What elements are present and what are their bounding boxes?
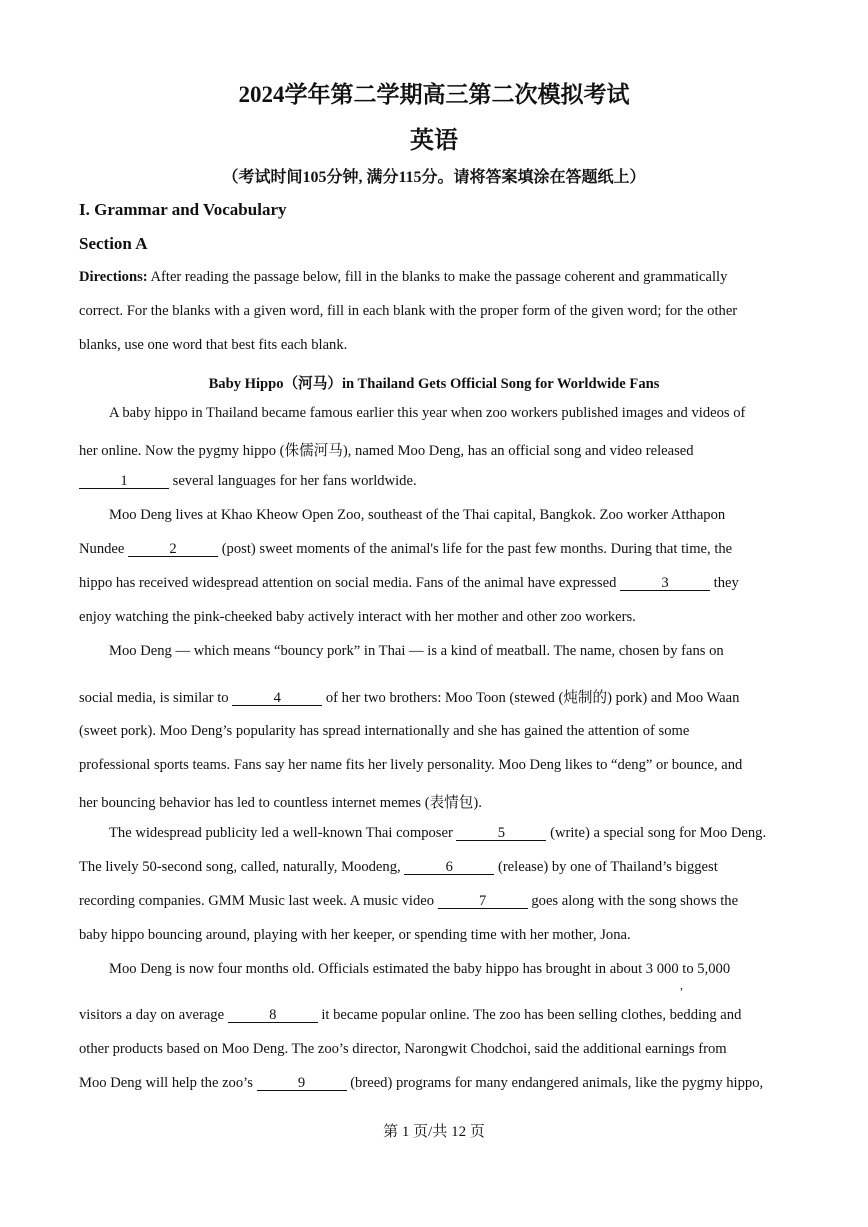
passage-line: her online. Now the pygmy hippo (侏儒河马), named Moo Deng, has an official song and video released [79,443,694,459]
passage-text: hippo has received widespread attention on social media. Fans of the animal have expressed [79,575,621,591]
passage-text: goes along with the song shows the [527,893,739,909]
passage-line [79,1007,741,1024]
passage-line [79,686,739,707]
passage-line [79,473,417,490]
directions-label: Directions: [79,269,148,285]
page-number: 第 1 页/共 12 页 [383,1124,485,1140]
passage-text: they [710,575,739,591]
blank-5[interactable]: 5 [456,826,546,841]
blank-1[interactable]: 1 [79,474,169,489]
passage-text: visitors a day on average [79,1007,228,1023]
passage-line: A baby hippo in Thailand became famous earlier this year when zoo workers published images and videos of [109,405,746,421]
directions-line [79,269,727,286]
passage-line: Moo Deng is now four months old. Officials estimated the baby hippo has brought in about 3 000 to 5,000 [109,961,731,977]
passage-text: Nundee [79,541,129,557]
passage-line: professional sports teams. Fans say her name fits her lively personality. Moo Deng likes to “deng” or bounce, and [79,757,743,773]
passage-line [79,1075,763,1092]
blank-7[interactable]: 7 [438,894,528,909]
passage-text: it became popular online. The zoo has been selling clothes, bedding and [317,1007,742,1023]
blank-6[interactable]: 6 [404,860,494,875]
passage-line: (sweet pork). Moo Deng’s popularity has spread internationally and she has gained the attention of some [79,723,690,739]
passage-line: other products based on Moo Deng. The zoo’s director, Narongwit Chodchoi, said the additional earnings from [79,1041,727,1057]
section-heading: Section A [79,234,148,253]
passage-line [79,541,732,558]
passage-text: The widespread publicity led a well-known Thai composer [109,825,457,841]
passage-text: (breed) programs for many endangered animals, like the pygmy hippo, [346,1075,764,1091]
passage-line [109,825,766,842]
blank-4[interactable]: 4 [232,691,322,706]
passage-text: Moo Deng will help the zoo’s [79,1075,257,1091]
passage-text: recording companies. GMM Music last week. A music video [79,893,438,909]
passage-text: of her two brothers: Moo Toon (stewed (炖制的) pork) and Moo Waan [322,690,740,706]
passage-line [79,859,718,876]
blank-3[interactable]: 3 [620,576,710,591]
part-heading: I. Grammar and Vocabulary [79,200,287,219]
passage-text: social media, is similar to [79,690,233,706]
passage-line: baby hippo bouncing around, playing with her keeper, or spending time with her mother, Jona. [79,927,631,943]
directions-text: After reading the passage below, fill in the blanks to make the passage coherent and grammatically [150,269,728,285]
passage-line: her bouncing behavior has led to countless internet memes (表情包). [79,795,482,811]
passage-title: Baby Hippo（河马）in Thailand Gets Official Song for Worldwide Fans [208,376,660,392]
blank-9[interactable]: 9 [257,1076,347,1091]
directions-line: blanks, use one word that best fits each blank. [79,337,348,353]
passage-text: (post) sweet moments of the animal's life for the past few months. During that time, the [218,541,733,557]
directions-line: correct. For the blanks with a given word, fill in each blank with the proper form of the given word; for the other [79,303,738,319]
passage-line: Moo Deng lives at Khao Kheow Open Zoo, southeast of the Thai capital, Bangkok. Zoo worker Atthapon [109,507,726,523]
passage-text: several languages for her fans worldwide. [169,473,417,489]
exam-title: 2024学年第二学期高三第二次模拟考试 [238,82,630,107]
passage-text: The lively 50-second song, called, naturally, Moodeng, [79,859,405,875]
passage-line [79,575,739,592]
subject-title: 英语 [410,128,458,154]
passage-text: (release) by one of Thailand’s biggest [494,859,718,875]
blank-2[interactable]: 2 [128,542,218,557]
passage-text: (write) a special song for Moo Deng. [546,825,767,841]
passage-line: enjoy watching the pink-cheeked baby actively interact with her mother and other zoo workers. [79,609,636,625]
exam-note: （考试时间105分钟, 满分115分。请将答案填涂在答题纸上） [222,169,646,186]
passage-line [79,893,738,910]
passage-line: Moo Deng — which means “bouncy pork” in Thai — is a kind of meatball. The name, chosen by fans on [109,643,724,659]
blank-8[interactable]: 8 [228,1008,318,1023]
stray-comma-mark: , [680,978,683,992]
